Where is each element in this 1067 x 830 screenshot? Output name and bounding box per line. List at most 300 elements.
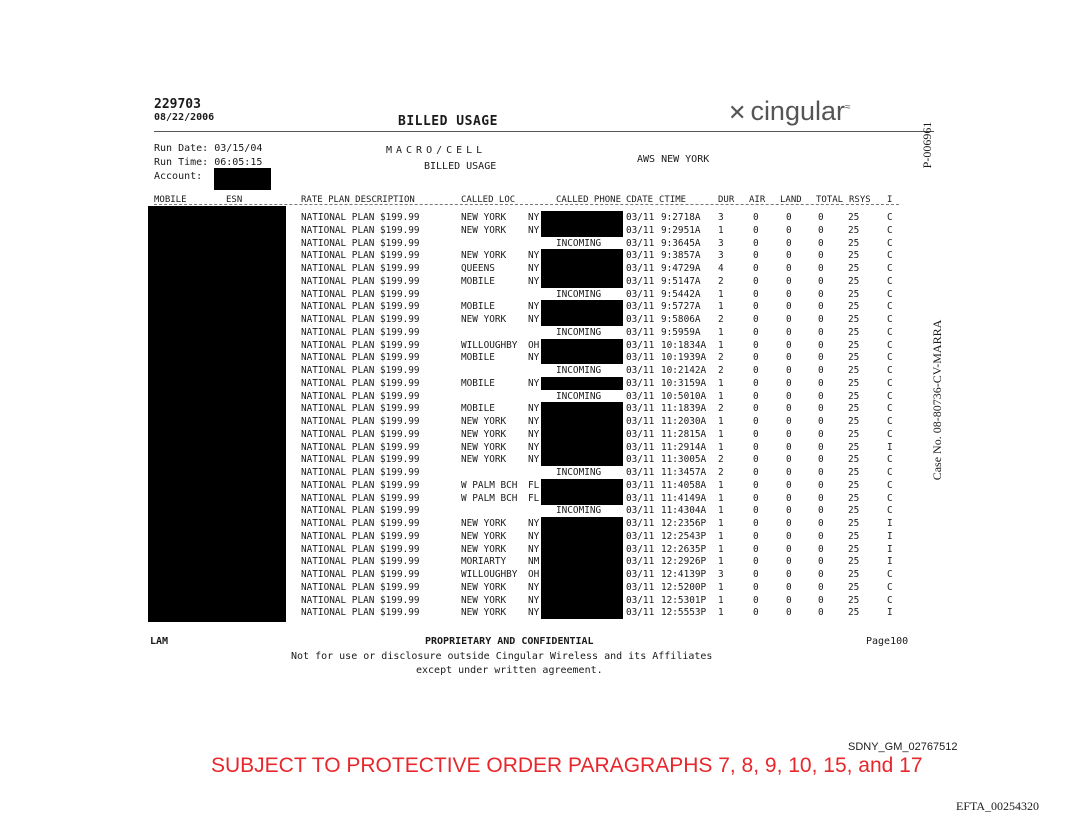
cell-state: NY [528,301,540,313]
col-header-i: I [887,195,893,205]
cell-plan: NATIONAL PLAN $199.99 [301,224,420,236]
cell-rsys: 25 [848,365,860,376]
cell-state: NY [528,416,540,427]
called-phone-redaction [541,275,623,288]
cell-dur: 1 [718,479,724,491]
cell-rsys: 25 [848,301,860,313]
cell-air: 0 [753,607,759,619]
cell-air: 0 [753,518,759,529]
report-date: 08/22/2006 [154,112,215,123]
called-phone-redaction [541,313,623,326]
col-header-cdate: CDATE [626,195,654,205]
cell-time: 9:5806A [661,314,701,325]
cell-dur: 3 [718,569,724,580]
cell-land: 0 [786,301,792,313]
cell-time: 11:3457A [661,467,707,478]
cell-total: 0 [818,556,824,568]
cell-dur: 2 [718,365,724,376]
cell-i: C [887,403,893,415]
cell-dur: 2 [718,467,724,478]
cell-time: 9:5147A [661,275,701,287]
cell-state: FL [528,479,540,491]
cell-time: 9:5959A [661,326,701,338]
cell-state: NY [528,250,540,262]
cell-total: 0 [818,390,824,402]
cell-plan: NATIONAL PLAN $199.99 [301,250,420,262]
cell-land: 0 [786,377,792,389]
cell-total: 0 [818,518,824,529]
cell-date: 03/11 [626,263,655,274]
col-header-esn: ESN [226,195,243,205]
cell-state: NY [528,543,540,555]
called-phone-redaction [541,262,623,275]
cell-total: 0 [818,250,824,262]
cell-called-loc: NEW YORK [461,607,507,619]
cell-state: NY [528,441,540,453]
cell-date: 03/11 [626,377,655,389]
cell-state: NY [528,314,540,325]
cell-dur: 1 [718,556,724,568]
cell-rsys: 25 [848,314,860,325]
cell-total: 0 [818,212,824,223]
cell-plan: NATIONAL PLAN $199.99 [301,543,420,555]
cell-land: 0 [786,212,792,223]
cell-time: 12:2926P [661,556,707,568]
cell-date: 03/11 [626,237,655,249]
cell-rsys: 25 [848,339,860,351]
cell-date: 03/11 [626,314,655,325]
cell-land: 0 [786,314,792,325]
cell-air: 0 [753,492,759,504]
cell-i: C [887,479,893,491]
cell-state: NY [528,607,540,619]
cell-air: 0 [753,543,759,555]
cell-dur: 1 [718,543,724,555]
cell-i: C [887,224,893,236]
cell-state: NY [528,454,540,466]
cell-called-phone: INCOMING [556,237,602,249]
cell-total: 0 [818,326,824,338]
cell-rsys: 25 [848,556,860,568]
cell-called-loc: MOBILE [461,403,495,415]
footer-operator: LAM [150,636,169,647]
cell-called-loc: NEW YORK [461,428,507,440]
cell-land: 0 [786,505,792,517]
cell-called-phone: INCOMING [556,505,602,517]
cell-air: 0 [753,403,759,415]
cell-air: 0 [753,556,759,568]
cell-date: 03/11 [626,288,655,300]
cell-state: NY [528,581,540,593]
efta-number: EFTA_00254320 [956,799,1040,813]
cell-total: 0 [818,275,824,287]
cell-total: 0 [818,607,824,619]
col-header-rsys: RSYS [849,195,871,205]
cell-date: 03/11 [626,326,655,338]
cell-dur: 2 [718,403,724,415]
called-phone-redaction [541,402,623,415]
cell-called-loc: WILLOUGHBY [461,339,518,351]
cell-total: 0 [818,365,824,376]
cell-plan: NATIONAL PLAN $199.99 [301,454,420,466]
cell-time: 10:1939A [661,352,707,364]
cell-total: 0 [818,224,824,236]
cell-rsys: 25 [848,428,860,440]
cell-plan: NATIONAL PLAN $199.99 [301,326,420,338]
cell-total: 0 [818,288,824,300]
cell-i: C [887,301,893,313]
cell-called-loc: NEW YORK [461,581,507,593]
cell-land: 0 [786,403,792,415]
logo-text: cingular [750,96,845,126]
col-header-ctime: CTIME [659,195,687,205]
cell-time: 10:2142A [661,365,707,376]
footer-disclaimer-line1: Not for use or disclosure outside Cingular Wireless and its Affiliates [291,651,713,662]
cell-plan: NATIONAL PLAN $199.99 [301,428,420,440]
cell-dur: 2 [718,352,724,364]
called-phone-redaction [541,339,623,352]
cell-dur: 1 [718,224,724,236]
logo-mark-icon: ≈ [845,102,851,113]
cell-land: 0 [786,479,792,491]
cell-state: OH [528,569,540,580]
cell-i: C [887,390,893,402]
cell-called-loc: MOBILE [461,301,495,313]
cell-date: 03/11 [626,556,655,568]
cell-i: C [887,237,893,249]
cell-land: 0 [786,454,792,466]
cell-rsys: 25 [848,505,860,517]
cell-dur: 1 [718,518,724,529]
cell-land: 0 [786,416,792,427]
cell-time: 12:5301P [661,594,707,606]
cell-date: 03/11 [626,543,655,555]
cell-total: 0 [818,237,824,249]
cell-called-loc: MOBILE [461,275,495,287]
cell-date: 03/11 [626,301,655,313]
cell-total: 0 [818,505,824,517]
footer-disclaimer-line2: except under written agreement. [416,665,603,676]
called-phone-redaction [541,492,623,505]
cell-date: 03/11 [626,416,655,427]
cell-called-phone: INCOMING [556,326,602,338]
called-phone-redaction [541,606,623,619]
cell-state: NY [528,352,540,364]
cell-state: NM [528,556,540,568]
cell-plan: NATIONAL PLAN $199.99 [301,403,420,415]
cell-i: C [887,492,893,504]
called-phone-redaction [541,351,623,364]
cell-state: NY [528,403,540,415]
cell-plan: NATIONAL PLAN $199.99 [301,301,420,313]
cell-rsys: 25 [848,275,860,287]
cell-dur: 1 [718,505,724,517]
cell-date: 03/11 [626,224,655,236]
cell-plan: NATIONAL PLAN $199.99 [301,467,420,478]
cell-called-phone: INCOMING [556,288,602,300]
cell-i: I [887,556,893,568]
cell-time: 11:4149A [661,492,707,504]
cell-called-phone: INCOMING [556,390,602,402]
cell-land: 0 [786,441,792,453]
cell-time: 9:2718A [661,212,701,223]
cell-air: 0 [753,390,759,402]
cell-air: 0 [753,212,759,223]
cell-i: C [887,314,893,325]
cell-called-loc: WILLOUGHBY [461,569,518,580]
cell-land: 0 [786,237,792,249]
cell-called-loc: NEW YORK [461,212,507,223]
cell-called-phone: INCOMING [556,467,602,478]
cell-time: 11:2030A [661,416,707,427]
cell-called-loc: NEW YORK [461,454,507,466]
cell-air: 0 [753,594,759,606]
cell-rsys: 25 [848,263,860,274]
cell-total: 0 [818,479,824,491]
cell-dur: 1 [718,530,724,542]
cell-total: 0 [818,581,824,593]
cell-state: NY [528,594,540,606]
column-header-rule [154,204,899,205]
cell-air: 0 [753,479,759,491]
cell-i: C [887,581,893,593]
cell-i: C [887,288,893,300]
cell-dur: 1 [718,441,724,453]
cell-total: 0 [818,441,824,453]
called-phone-redaction [541,568,623,581]
called-phone-redaction [541,543,623,556]
cell-land: 0 [786,607,792,619]
cell-called-loc: NEW YORK [461,441,507,453]
account-id: 229703 [154,97,201,112]
called-phone-redaction [541,555,623,568]
cell-rsys: 25 [848,543,860,555]
col-header-dur: DUR [718,195,735,205]
cell-state: NY [528,518,540,529]
cell-time: 10:1834A [661,339,707,351]
cell-plan: NATIONAL PLAN $199.99 [301,581,420,593]
cell-rsys: 25 [848,416,860,427]
cell-dur: 1 [718,428,724,440]
called-phone-redaction [541,517,623,530]
cell-dur: 1 [718,301,724,313]
cell-land: 0 [786,467,792,478]
cell-time: 12:2635P [661,543,707,555]
cell-plan: NATIONAL PLAN $199.99 [301,505,420,517]
cell-dur: 1 [718,377,724,389]
cell-rsys: 25 [848,288,860,300]
cell-rsys: 25 [848,441,860,453]
cell-land: 0 [786,543,792,555]
cell-dur: 1 [718,581,724,593]
cell-land: 0 [786,250,792,262]
cell-state: NY [528,212,540,223]
called-phone-redaction [541,224,623,237]
cell-time: 9:4729A [661,263,701,274]
cell-called-loc: NEW YORK [461,530,507,542]
cell-date: 03/11 [626,212,655,223]
cell-air: 0 [753,530,759,542]
cell-date: 03/11 [626,607,655,619]
cell-date: 03/11 [626,365,655,376]
cell-time: 11:2815A [661,428,707,440]
cell-date: 03/11 [626,454,655,466]
account-redaction [214,168,271,190]
called-phone-redaction [541,581,623,594]
cell-date: 03/11 [626,441,655,453]
cell-air: 0 [753,314,759,325]
col-header-total: TOTAL [816,195,844,205]
cell-plan: NATIONAL PLAN $199.99 [301,607,420,619]
cell-rsys: 25 [848,581,860,593]
cell-air: 0 [753,581,759,593]
cell-dur: 1 [718,594,724,606]
cell-i: C [887,250,893,262]
run-date: Run Date: 03/15/04 [154,143,263,154]
cell-rsys: 25 [848,594,860,606]
page-title: BILLED USAGE [398,114,498,129]
cell-date: 03/11 [626,467,655,478]
cell-date: 03/11 [626,569,655,580]
cell-called-loc: NEW YORK [461,518,507,529]
cingular-logo [728,96,851,127]
cell-land: 0 [786,288,792,300]
cell-time: 11:1839A [661,403,707,415]
cell-dur: 3 [718,237,724,249]
cell-called-loc: NEW YORK [461,543,507,555]
cell-air: 0 [753,416,759,427]
cell-i: C [887,454,893,466]
cell-time: 10:5010A [661,390,707,402]
cell-dur: 1 [718,607,724,619]
cell-called-loc: W PALM BCH [461,479,518,491]
footer-page-number: Page100 [866,636,909,647]
cell-rsys: 25 [848,607,860,619]
account-label: Account: [154,171,203,182]
cell-time: 12:5553P [661,607,707,619]
called-phone-redaction [541,594,623,607]
col-header-rate-plan: RATE PLAN DESCRIPTION [301,195,415,205]
cell-called-loc: NEW YORK [461,250,507,262]
cell-plan: NATIONAL PLAN $199.99 [301,594,420,606]
cell-called-loc: W PALM BCH [461,492,518,504]
cell-date: 03/11 [626,505,655,517]
cell-called-loc: QUEENS [461,263,495,274]
cell-dur: 4 [718,263,724,274]
cell-air: 0 [753,467,759,478]
called-phone-redaction [541,428,623,441]
cell-air: 0 [753,288,759,300]
cell-time: 11:4304A [661,505,707,517]
cell-rsys: 25 [848,479,860,491]
cell-rsys: 25 [848,492,860,504]
cell-plan: NATIONAL PLAN $199.99 [301,352,420,364]
cell-i: I [887,543,893,555]
cell-dur: 1 [718,339,724,351]
cell-called-loc: NEW YORK [461,594,507,606]
cell-i: C [887,569,893,580]
cell-land: 0 [786,275,792,287]
market-name: AWS NEW YORK [637,154,710,165]
cell-air: 0 [753,454,759,466]
cell-total: 0 [818,352,824,364]
cell-dur: 2 [718,314,724,325]
bates-number: SDNY_GM_02767512 [848,741,958,753]
cell-date: 03/11 [626,250,655,262]
cell-state: NY [528,224,540,236]
cell-i: C [887,339,893,351]
cell-rsys: 25 [848,454,860,466]
cell-date: 03/11 [626,594,655,606]
cell-total: 0 [818,467,824,478]
cell-rsys: 25 [848,224,860,236]
cell-i: C [887,212,893,223]
cell-plan: NATIONAL PLAN $199.99 [301,518,420,529]
cell-plan: NATIONAL PLAN $199.99 [301,275,420,287]
cell-time: 11:2914A [661,441,707,453]
called-phone-redaction [541,441,623,454]
cell-time: 12:2356P [661,518,707,529]
cell-time: 9:2951A [661,224,701,236]
protective-order-notice: SUBJECT TO PROTECTIVE ORDER PARAGRAPHS 7, 8, 9, 10, 15, and 17 [211,754,923,777]
cell-date: 03/11 [626,428,655,440]
cell-land: 0 [786,352,792,364]
cell-total: 0 [818,339,824,351]
cell-state: OH [528,339,540,351]
cell-date: 03/11 [626,275,655,287]
cell-state: NY [528,377,540,389]
cell-time: 9:3857A [661,250,701,262]
cell-date: 03/11 [626,403,655,415]
cell-time: 12:2543P [661,530,707,542]
cell-plan: NATIONAL PLAN $199.99 [301,365,420,376]
cell-plan: NATIONAL PLAN $199.99 [301,339,420,351]
cell-plan: NATIONAL PLAN $199.99 [301,569,420,580]
cell-dur: 3 [718,250,724,262]
cell-time: 11:4058A [661,479,707,491]
mobile-esn-redaction [148,206,286,622]
cell-called-loc: NEW YORK [461,224,507,236]
cell-state: NY [528,530,540,542]
col-header-air: AIR [749,195,766,205]
run-time: Run Time: 06:05:15 [154,157,263,168]
cell-land: 0 [786,581,792,593]
cell-date: 03/11 [626,530,655,542]
cell-called-loc: MORIARTY [461,556,507,568]
cell-total: 0 [818,416,824,427]
cell-total: 0 [818,314,824,325]
cell-plan: NATIONAL PLAN $199.99 [301,416,420,427]
cell-rsys: 25 [848,467,860,478]
cell-total: 0 [818,530,824,542]
cell-air: 0 [753,237,759,249]
cell-time: 9:5442A [661,288,701,300]
cell-i: I [887,607,893,619]
system-name: MACRO/CELL [386,145,487,156]
cell-total: 0 [818,594,824,606]
cell-plan: NATIONAL PLAN $199.99 [301,441,420,453]
called-phone-redaction [541,479,623,492]
cell-i: I [887,530,893,542]
cell-air: 0 [753,224,759,236]
cell-land: 0 [786,365,792,376]
cell-rsys: 25 [848,403,860,415]
cell-air: 0 [753,365,759,376]
cell-i: C [887,594,893,606]
cell-plan: NATIONAL PLAN $199.99 [301,263,420,274]
cell-time: 10:3159A [661,377,707,389]
cell-i: C [887,377,893,389]
